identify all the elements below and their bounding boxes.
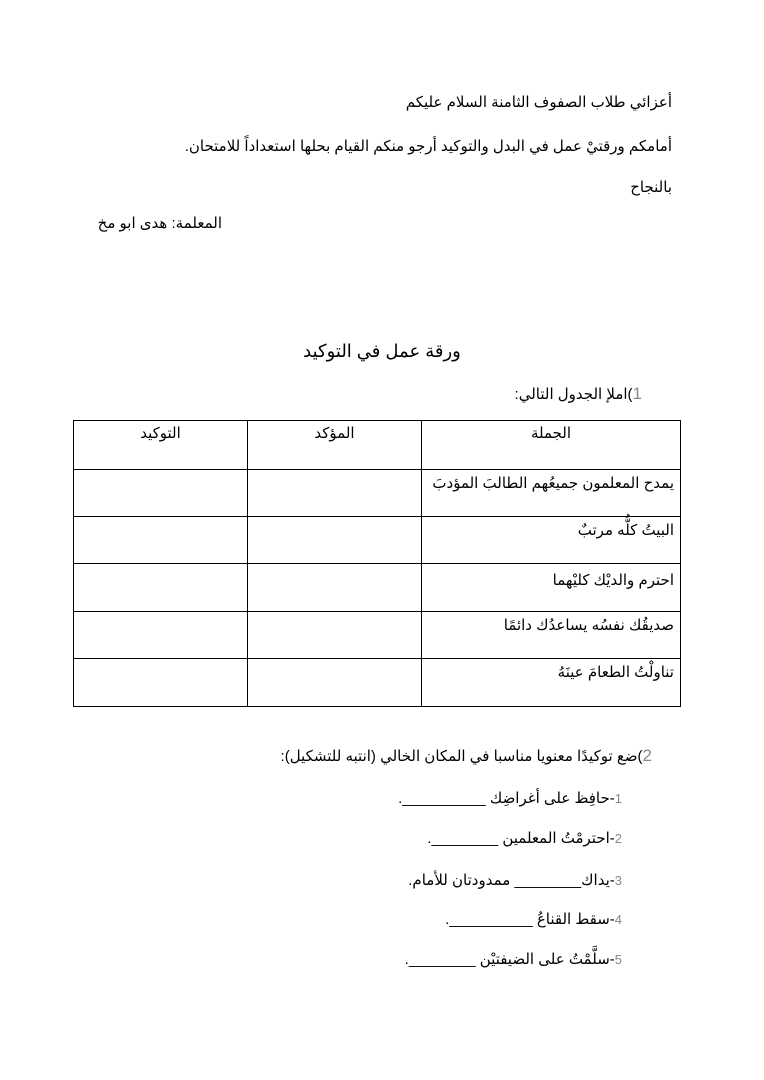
exercise-item	[405, 950, 622, 968]
table-row	[74, 516, 681, 563]
confirmed-cell[interactable]	[248, 659, 422, 707]
exercise-item	[398, 789, 622, 807]
item-number: 4	[614, 912, 622, 927]
item-number: 2	[614, 831, 622, 846]
table-row	[74, 469, 681, 516]
question-1-number: 1	[632, 384, 642, 403]
item-text: -يداك________ ممدودتان للأمام.	[408, 872, 615, 889]
worksheet-title: ورقة عمل في التوكيد	[303, 341, 461, 361]
emphasis-table	[73, 420, 681, 707]
confirmed-cell[interactable]	[248, 611, 422, 658]
item-number: 5	[614, 952, 622, 967]
table-row	[74, 564, 681, 611]
item-number: 3	[614, 873, 622, 888]
sentence-cell: البيتُ كلُّه مرتبٌ	[422, 516, 681, 563]
intro-instructions: أمامكم ورقتيْ عمل في البدل والتوكيد أرجو منكم القيام بحلها استعداداً للامتحان.	[184, 138, 672, 155]
header-confirmed: المؤكد	[248, 421, 422, 470]
header-sentence: الجملة	[422, 421, 681, 470]
sentence-cell: احترم والديْك كليْهما	[422, 564, 681, 611]
question-1-heading	[515, 384, 642, 404]
exercise-item	[408, 871, 622, 889]
header-emphasis: التوكيد	[74, 421, 248, 470]
emphasis-cell[interactable]	[74, 564, 248, 611]
table-row	[74, 611, 681, 658]
confirmed-cell[interactable]	[248, 516, 422, 563]
exercise-item	[445, 910, 622, 928]
question-1-text: )املإ الجدول التالي:	[514, 386, 633, 403]
sentence-cell: صديقُك نفسُه يساعدُك دائمًا	[422, 611, 681, 658]
table-row	[74, 659, 681, 707]
emphasis-cell[interactable]	[74, 659, 248, 707]
emphasis-cell[interactable]	[74, 611, 248, 658]
question-2-heading	[281, 746, 652, 766]
sentence-cell: يمدح المعلمون جميعُهم الطالبَ المؤدبَ	[422, 469, 681, 516]
emphasis-cell[interactable]	[74, 469, 248, 516]
exercise-item	[427, 829, 622, 847]
confirmed-cell[interactable]	[248, 564, 422, 611]
item-text: -سلَّمْتُ على الضيفتيْن ________.	[404, 951, 615, 968]
question-2-number: 2	[642, 746, 652, 765]
intro-wish: بالنجاح	[630, 179, 672, 196]
confirmed-cell[interactable]	[248, 469, 422, 516]
item-text: -سقط القناعُ __________.	[445, 911, 615, 928]
emphasis-cell[interactable]	[74, 516, 248, 563]
table-header-row	[74, 421, 681, 470]
sentence-cell: تناولْتُ الطعامَ عينَهُ	[422, 659, 681, 707]
item-text: -احترمْتُ المعلمين ________.	[427, 830, 615, 847]
item-number: 1	[614, 791, 622, 806]
question-2-text: )ضع توكيدًا معنويا مناسبا في المكان الخالي (انتبه للتشكيل):	[280, 748, 643, 765]
teacher-name: المعلمة: هدى ابو مخ	[97, 215, 222, 232]
item-text: -حافِظ على أغراضِك __________.	[398, 790, 615, 807]
intro-greeting: أعزائي طلاب الصفوف الثامنة السلام عليكم	[405, 94, 672, 111]
